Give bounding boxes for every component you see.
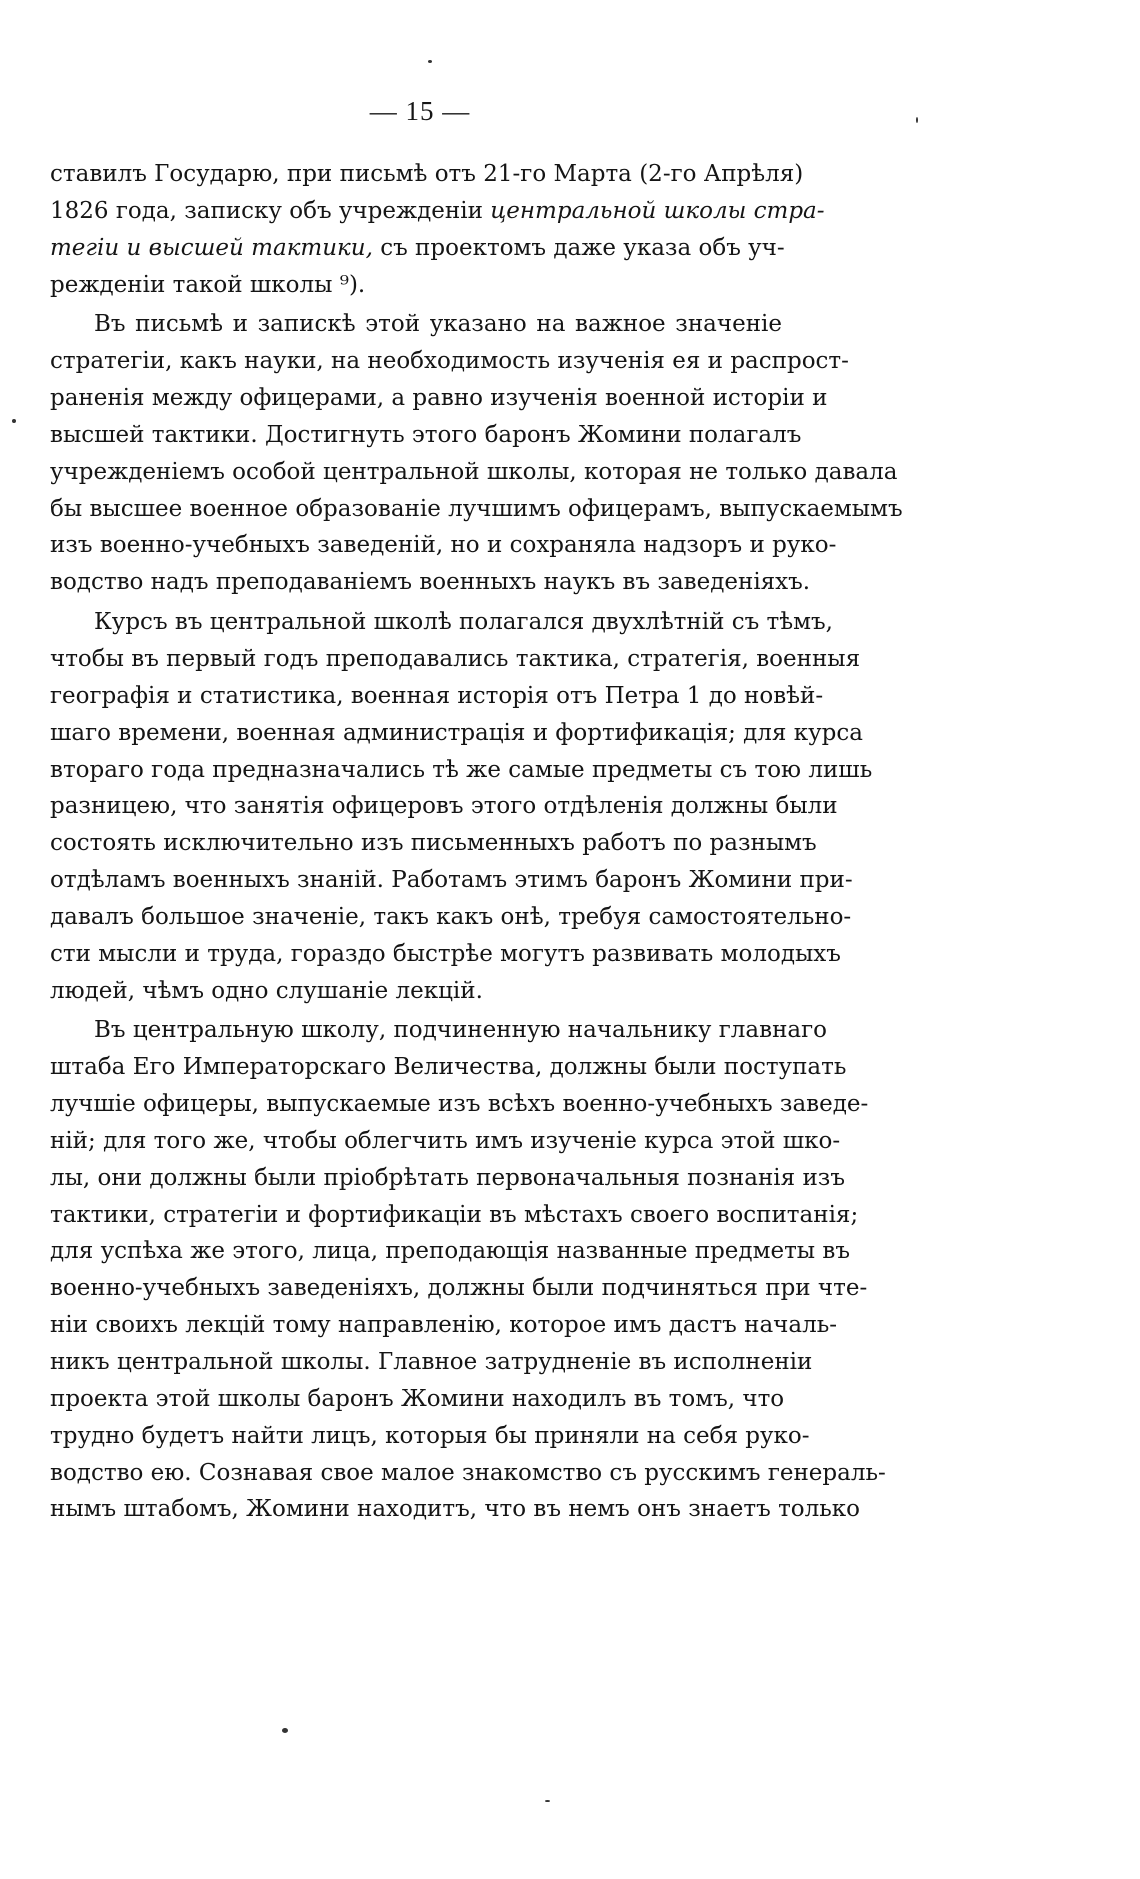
text-line <box>50 564 811 601</box>
text-run: нiи своихъ лекцiй тому направленiю, которое имъ дастъ началь- <box>50 1312 837 1339</box>
text-line <box>50 1012 828 1049</box>
text-run: нiй; для того же, чтобы облегчить имъ изученiе курса этой шко- <box>50 1127 841 1154</box>
scan-speck <box>545 1800 550 1802</box>
text-run: водство ею. Сознавая свое малое знакомство съ русскимъ генераль- <box>50 1459 886 1486</box>
text-run: изъ военно-учебныхъ заведенiй, но и сохраняла надзоръ и руко- <box>50 532 837 559</box>
text-line <box>50 267 782 304</box>
text-run: водство надъ преподаванiемъ военныхъ наукъ въ заведенiяхъ. <box>50 569 811 596</box>
text-run: состоять исключительно изъ письменныхъ работъ по разнымъ <box>50 830 817 857</box>
text-run: раненiя между офицерами, а равно изученiя военной исторiи и <box>50 385 828 412</box>
text-line <box>50 862 853 899</box>
italic-text: центральной школы стра- <box>490 197 825 224</box>
text-line <box>50 1381 785 1418</box>
text-line <box>50 1086 869 1123</box>
text-line <box>50 380 828 417</box>
text-run: стратегiи, какъ науки, на необходимость изученiя ея и распрост- <box>50 348 849 375</box>
text-line <box>50 715 863 752</box>
text-run: высшей тактики. Достигнуть этого баронъ Жомини полагалъ <box>50 421 802 448</box>
text-run: военно-учебныхъ заведенiяхъ, должны были подчиняться при чте- <box>50 1275 868 1302</box>
scan-speck <box>282 1728 288 1733</box>
text-line <box>50 973 782 1010</box>
text-run: географiя и статистика, военная исторiя отъ Петра 1 до новѣй- <box>50 682 824 709</box>
italic-text: тегiи и высшей тактики, <box>50 234 373 261</box>
text-run: чтобы въ первый годъ преподавались тактика, стратегiя, военныя <box>50 645 861 672</box>
text-run: режденiи такой школы ⁹). <box>50 271 366 298</box>
text-line <box>50 527 837 564</box>
text-line <box>50 1307 837 1344</box>
text-line <box>50 156 804 193</box>
paragraph <box>50 604 873 1009</box>
text-line <box>50 417 802 454</box>
text-line <box>50 1123 841 1160</box>
scan-speck <box>428 60 432 63</box>
text-line <box>50 1344 813 1381</box>
text-line <box>50 491 903 528</box>
text-run: бы высшее военное образованiе лучшимъ офицерамъ, выпускаемымъ <box>50 495 903 522</box>
text-run: 1826 года, записку объ учрежденiи <box>50 197 491 224</box>
text-line <box>50 899 852 936</box>
paragraph <box>50 156 825 303</box>
text-run: Въ центральную школу, подчиненную начальнику главнаго <box>94 1017 828 1044</box>
text-line <box>50 1049 847 1086</box>
page-number: — 15 — <box>369 96 471 126</box>
text-run: нымъ штабомъ, Жомини находитъ, что въ немъ онъ знаетъ только <box>50 1496 861 1523</box>
text-line <box>50 343 849 380</box>
text-run: трудно будетъ найти лицъ, которыя бы приняли на себя руко- <box>50 1422 810 1449</box>
text-line <box>50 1197 859 1234</box>
text-line <box>50 678 824 715</box>
text-run: людей, чѣмъ одно слушанiе лекцiй. <box>50 977 483 1004</box>
text-line <box>50 825 817 862</box>
text-run: ставилъ Государю, при письмѣ отъ 21-го Марта (2-го Апрѣля) <box>50 161 804 187</box>
text-run: Курсъ въ центральной школѣ полагался двухлѣтнiй съ тѣмъ, <box>94 609 833 636</box>
text-run: втораго года предназначались тѣ же самые предметы съ тою лишь <box>50 756 873 783</box>
text-run: отдѣламъ военныхъ знанiй. Работамъ этимъ баронъ Жомини при- <box>50 867 853 894</box>
scan-speck <box>12 419 16 423</box>
text-line <box>50 306 782 343</box>
text-run: давалъ большое значенiе, такъ какъ онѣ, требуя самостоятельно- <box>50 903 852 930</box>
text-line <box>50 1455 886 1492</box>
paragraph <box>50 306 903 601</box>
text-line <box>50 604 833 641</box>
text-line <box>50 1270 868 1307</box>
text-line <box>50 641 861 678</box>
text-run: для успѣха же этого, лица, преподающiя названные предметы въ <box>50 1238 851 1265</box>
text-run: проекта этой школы баронъ Жомини находилъ въ томъ, что <box>50 1385 785 1412</box>
text-run: шаго времени, военная администрацiя и фортификацiя; для курса <box>50 719 863 746</box>
text-line <box>50 1418 810 1455</box>
text-run: штаба Его Императорскаго Величества, должны были поступать <box>50 1054 847 1081</box>
text-run: учрежденiемъ особой центральной школы, которая не только давала <box>50 458 898 485</box>
text-run: сти мысли и труда, гораздо быстрѣе могутъ развивать молодыхъ <box>50 940 841 967</box>
text-run: никъ центральной школы. Главное затрудненiе въ исполненiи <box>50 1349 813 1375</box>
paragraph <box>50 1012 886 1528</box>
body-text <box>50 156 903 1528</box>
text-line <box>50 230 785 267</box>
scan-speck <box>916 117 918 123</box>
text-line <box>50 936 841 973</box>
text-run: лучшiе офицеры, выпускаемые изъ всѣхъ военно-учебныхъ заведе- <box>50 1091 869 1118</box>
text-line <box>50 1233 851 1270</box>
text-run: тактики, стратегiи и фортификацiи въ мѣстахъ своего воспитанiя; <box>50 1201 859 1228</box>
text-line <box>50 454 898 491</box>
text-run: съ проектомъ даже указа объ уч- <box>372 234 785 261</box>
text-line <box>50 1160 845 1197</box>
text-run: Въ письмѣ и запискѣ этой указано на важное значенiе <box>94 311 782 338</box>
text-run: лы, они должны были прiобрѣтать первоначальныя познанiя изъ <box>50 1164 845 1191</box>
text-line <box>50 1491 861 1528</box>
text-line <box>50 193 825 230</box>
text-run: разницею, что занятiя офицеровъ этого отдѣленiя должны были <box>50 793 838 820</box>
text-line <box>50 752 873 789</box>
text-line <box>50 788 838 825</box>
